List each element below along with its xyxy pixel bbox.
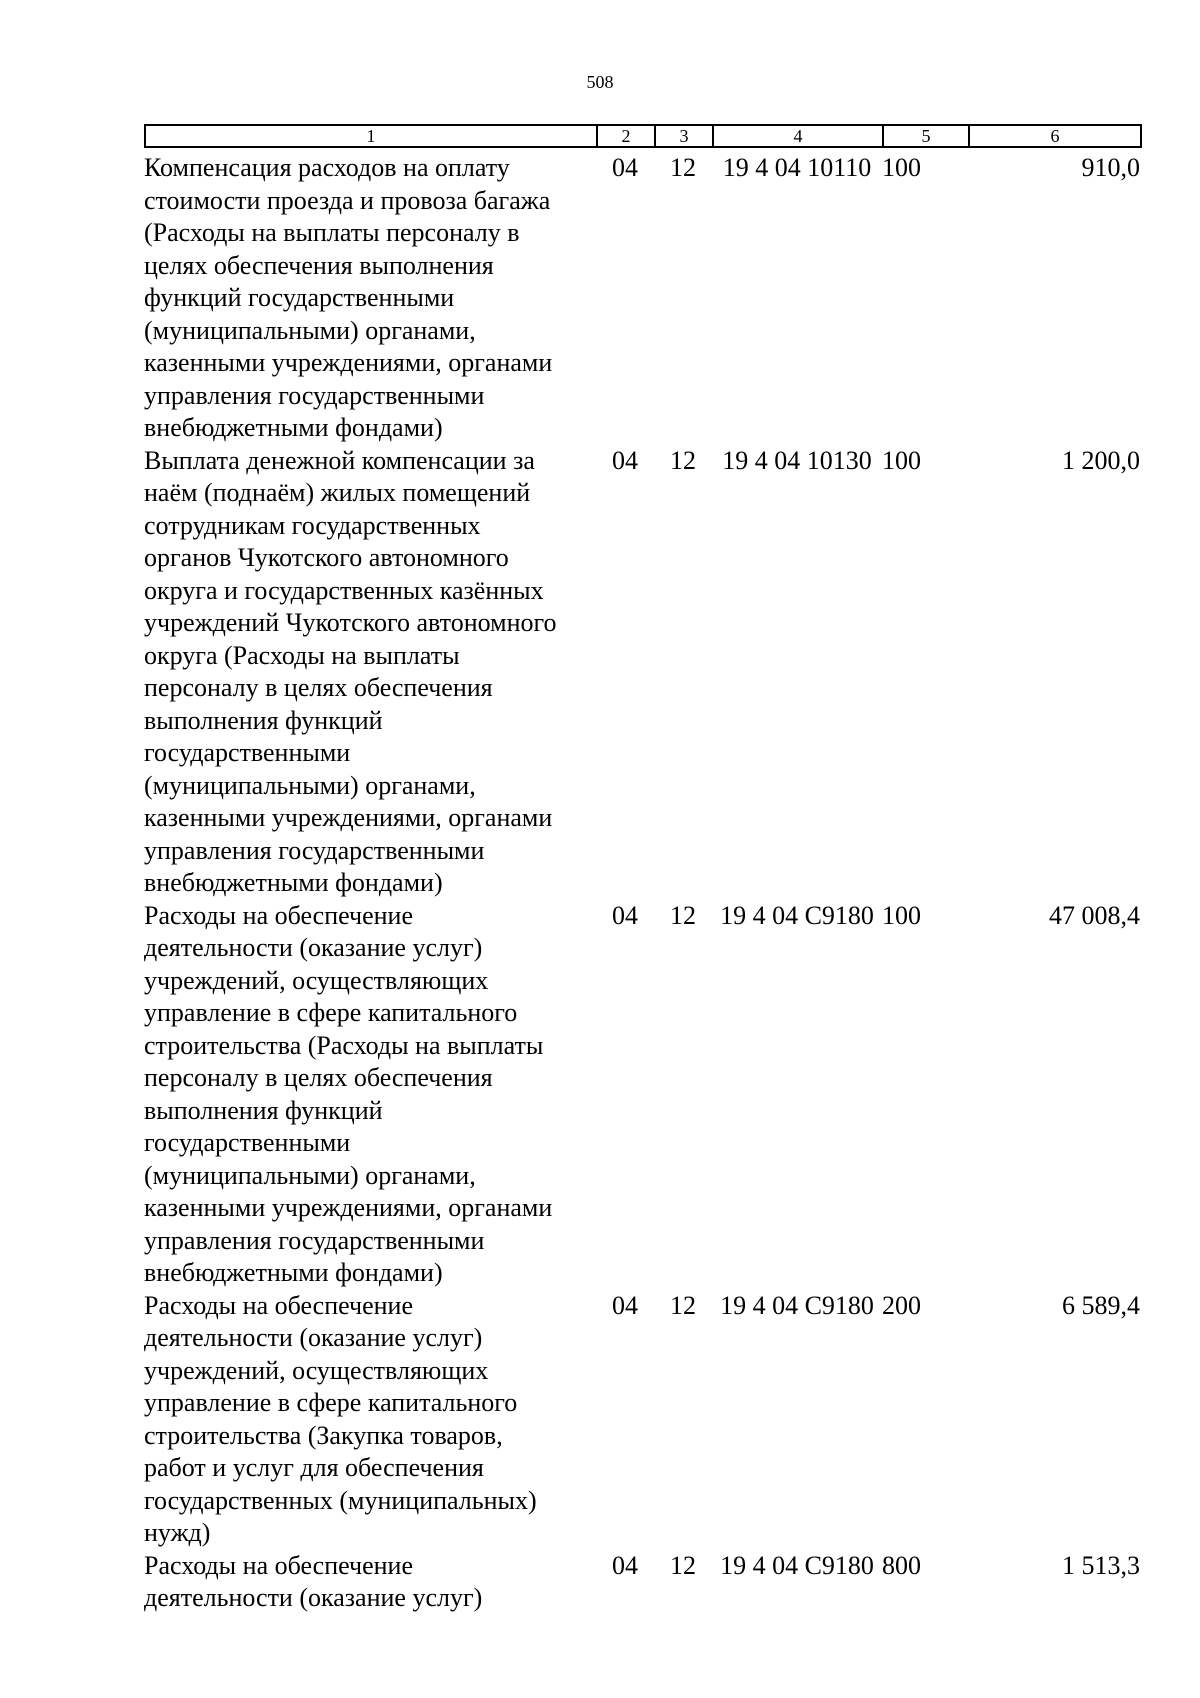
table-row <box>144 900 1140 1290</box>
header-col-1: 1 <box>145 125 597 147</box>
header-col-2: 2 <box>597 125 655 147</box>
row-amount: 6 589,4 <box>1062 1290 1140 1320</box>
row-description: Компенсация расходов на оплату стоимости проезда и провоза багажа (Расходы на выплаты персоналу в целях обеспечения выполнения функций государственными (муниципальными) органами, казенными учреждениями, органами управления государственными внебюджетными фондами) <box>144 153 553 442</box>
row-description: Расходы на обеспечение деятельности (оказание услуг) учреждений, осуществляющих управление в сфере капитального строительства (Расходы на выплаты персоналу в целях обеспечения выполнения функций государственными (муниципальными) органами, казенными учреждениями, органами управления государственными внебюджетными фондами) <box>144 900 553 1287</box>
row-subsection-code: 12 <box>670 1550 696 1580</box>
row-subsection-code: 12 <box>670 445 696 475</box>
row-amount: 910,0 <box>1081 153 1140 182</box>
row-amount: 1 513,3 <box>1062 1550 1140 1580</box>
page-number: 508 <box>586 72 614 92</box>
budget-rows <box>144 152 1140 1615</box>
header-col-5: 5 <box>883 125 969 147</box>
table-row <box>144 445 1140 900</box>
column-number-header <box>144 124 1142 148</box>
row-expense-type: 200 <box>882 1290 921 1320</box>
row-description: Расходы на обеспечение деятельности (оказание услуг) учреждений, осуществляющих управление в сфере капитального строительства (Закупка товаров, работ и услуг для обеспечения государственных (муниципальных) нужд) <box>144 1290 537 1547</box>
row-description: Выплата денежной компенсации за наём (поднаём) жилых помещений сотрудникам государственных органов Чукотского автономного округа и государственных казённых учреждений Чукотского автономного округа (Расходы на выплаты персоналу в целях обеспечения выполнения функций государственными (муниципальными) органами, казенными учреждениями, органами управления государственными внебюджетными фондами) <box>144 445 557 897</box>
row-expense-type: 800 <box>882 1550 921 1580</box>
table-row <box>144 1550 1140 1615</box>
row-target-article: 19 4 04 10110 <box>722 153 872 182</box>
row-section-code: 04 <box>612 445 638 475</box>
row-section-code: 04 <box>612 1550 638 1580</box>
row-expense-type: 100 <box>882 153 921 182</box>
header-col-4: 4 <box>713 125 883 147</box>
header-col-6: 6 <box>969 125 1141 147</box>
row-section-code: 04 <box>612 1290 638 1320</box>
table-row <box>144 152 1140 445</box>
row-target-article: 19 4 04 С9180 <box>720 1290 874 1320</box>
row-subsection-code: 12 <box>670 153 696 182</box>
header-col-3: 3 <box>655 125 713 147</box>
row-section-code: 04 <box>612 900 638 930</box>
row-subsection-code: 12 <box>670 900 696 930</box>
row-description: Расходы на обеспечение деятельности (оказание услуг) <box>144 1550 483 1612</box>
row-amount: 1 200,0 <box>1062 445 1140 475</box>
header-row <box>145 125 1141 147</box>
row-expense-type: 100 <box>882 445 921 475</box>
table-row <box>144 1290 1140 1550</box>
row-section-code: 04 <box>612 153 638 182</box>
row-target-article: 19 4 04 С9180 <box>720 1550 874 1580</box>
row-expense-type: 100 <box>882 900 921 930</box>
row-amount: 47 008,4 <box>1049 900 1140 930</box>
row-subsection-code: 12 <box>670 1290 696 1320</box>
row-target-article: 19 4 04 10130 <box>722 445 872 475</box>
row-target-article: 19 4 04 С9180 <box>720 900 874 930</box>
